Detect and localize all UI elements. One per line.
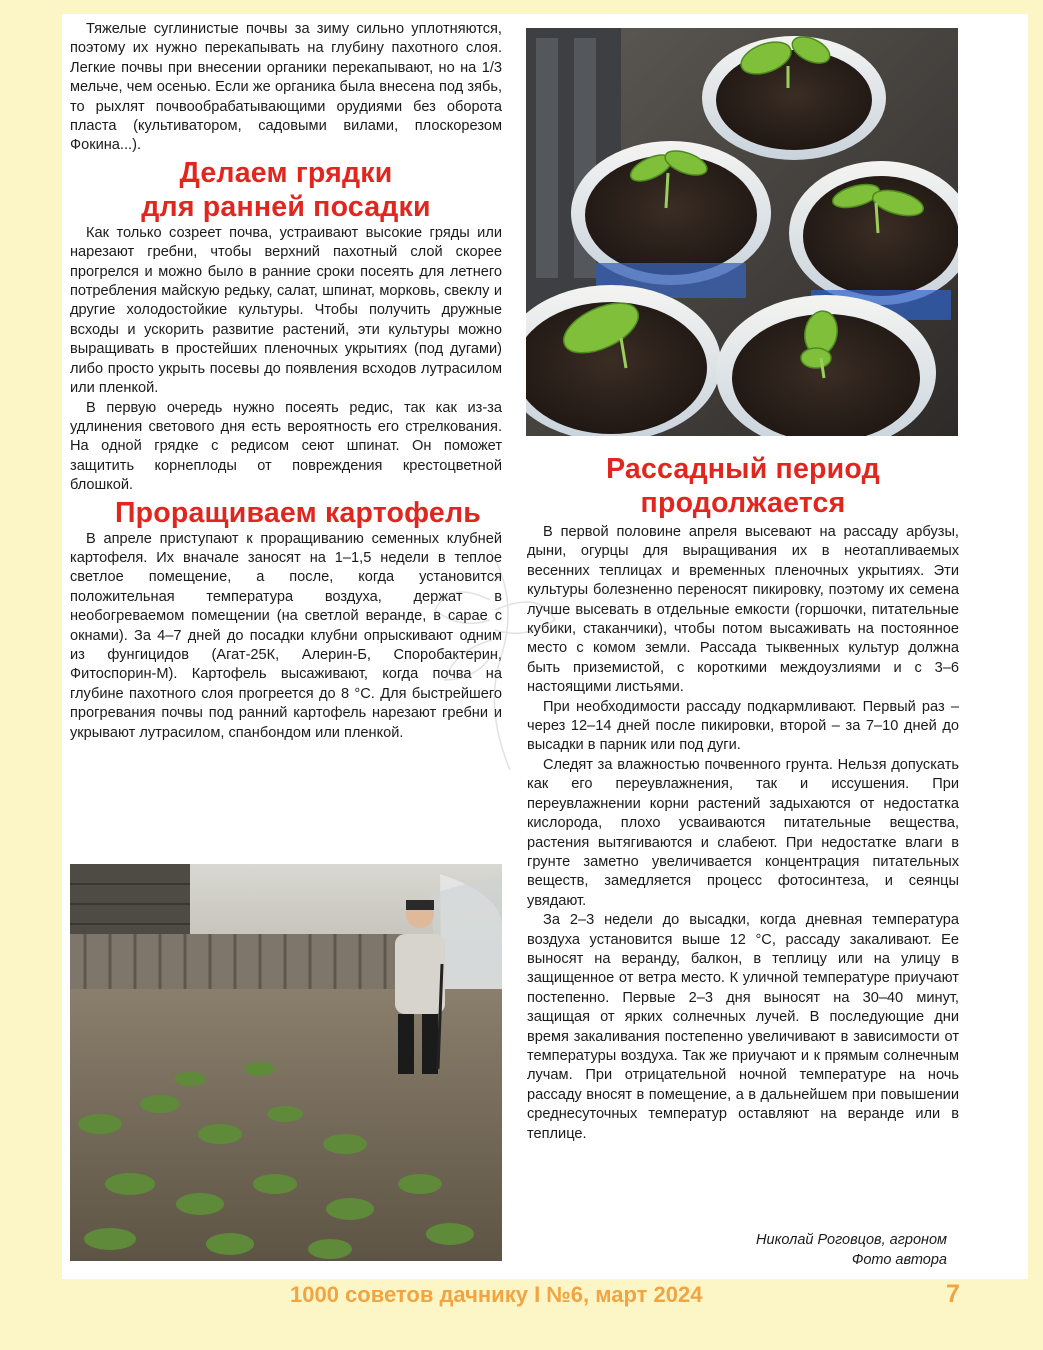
seedlings-paragraph: В первой половине апреля высевают на рассаду арбузы, дыни, огурцы для выращивания их в неотапливаемых весенних теплицах и временных пленочных укрытиях. Эти культуры болезненно переносят пикировку, поэтому их семена лучше высевать в отдельные емкости (горшочки, питательные кубики, стаканчики), чтобы потом высаживать на постоянное место с комом земли. Рассада тыквенных культур должна быть приземистой, с короткими междоузлиями и с 3–6 настоящими листьями. <box>527 524 959 696</box>
heading-potato: Проращиваем картофель <box>115 496 481 529</box>
dragonfly-watermark-icon <box>430 540 560 780</box>
heading-seedlings-line2: продолжается <box>640 487 846 519</box>
heading-beds-line2: для ранней посадки <box>141 190 431 223</box>
beds-paragraph: В первую очередь нужно посеять редис, так как из-за удлинения светового дня есть вероятность его стрелкования. На одной грядке с редисом сеют шпинат. Он поможет защитить корнеплоды от повреждения крестоцветной блошкой. <box>70 399 502 494</box>
page-number: 7 <box>946 1280 960 1308</box>
seedlings-paragraph: При необходимости рассаду подкармливают. Первый раз – через 12–14 дней после пикировки, второй – за 7–10 дней до высадки в парник или под дуги. <box>527 698 959 754</box>
publication-footer: 1000 советов дачнику I №6, март 2024 <box>290 1282 703 1307</box>
seedlings-paragraph: Следят за влажностью почвенного грунта. Нельзя допускать как его переувлажнения, так и иссушения. При переувлажнении корни растений задыхаются от недостатка кислорода, плохо усваиваются питательные вещества, растения вытягиваются и слабеют. При недостатке влаги в грунте заметно увеличивается концентрация питательных веществ, замедляется процесс фотосинтеза, и сеянцы увядают. <box>527 756 959 909</box>
seedlings-paragraph: За 2–3 недели до высадки, когда дневная температура воздуха установится выше 12 °С, рассаду закаливают. Ее выносят на веранду, балкон, в теплицу или на улицу в защищенное от ветра место. К уличной температуре приучают постепенно. Первые 2–3 дня выносят на 30–40 минут, защищая от ярких солнечных лучей. В последующие дни время закаливания постепенно увеличивают в зависимости от температуры воздуха. Так же приучают и к прямым солнечным лучам. При отрицательной ночной температуре на ночь рассаду вносят в помещение, а в дальнейшем при повышении среднесуточных температур оставляют на веранде или в теплице. <box>527 912 959 1142</box>
heading-beds-line1: Делаем грядки <box>179 156 393 189</box>
heading-beds <box>70 156 502 224</box>
intro-paragraph: Тяжелые суглинистые почвы за зиму сильно уплотняются, поэтому их нужно перекапывать на глубину пахотного слоя. Легкие почвы при внесении органики перекапывают, но на 1/3 мельче, чем осенью. Если же органика была внесена под зябь, то рыхлят почвообрабатывающими орудиями без оборота пласта (культиватором, садовыми вилами, плоскорезом Фокина...). <box>70 21 502 154</box>
heading-seedlings-line1: Рассадный период <box>606 453 880 485</box>
heading-seedlings <box>527 452 959 520</box>
beds-paragraph: Как только созреет почва, устраивают высокие гряды или нарезают гребни, чтобы верхний пахотный слой скорее прогрелся и можно было в ранние сроки посеять для летнего потребления майскую редьку, салат, шпинат, морковь, свеклу и другие холодостойкие культуры. Чтобы получить дружные всходы и ускорить развитие растений, эти культуры можно выращивать в простейших пленочных укрытиях (под дугами) либо просто укрыть посевы до появления всходов лутрасилом или пленкой. <box>70 224 502 397</box>
right-column <box>527 523 959 1144</box>
potato-paragraph: В апреле приступают к проращиванию семенных клубней картофеля. Их вначале заносят на 1–1,5 недели в теплое светлое помещение, а после, когда установится положительная температура воздуха, держат в необогреваемом помещении (на светлой веранде, в сарае с окнами). За 4–7 дней до посадки клубни опрыскивают одним из фунгицидов (Агат-25К, Алерин-Б, Споробактерин, Фитоспорин-М). Картофель высаживают, когда почва на глубине пахотного слоя прогреется до 8 °С. Для быстрейшего прогревания почвы под ранний картофель нарезают гребни и укрывают лутрасилом, спанбондом или пленкой. <box>70 530 502 741</box>
garden-photo <box>70 864 502 1261</box>
author-name: Николай Роговцов, агроном <box>756 1232 947 1248</box>
article-signature <box>756 1230 947 1270</box>
seedlings-photo <box>526 28 958 436</box>
photo-credit: Фото автора <box>851 1252 947 1268</box>
